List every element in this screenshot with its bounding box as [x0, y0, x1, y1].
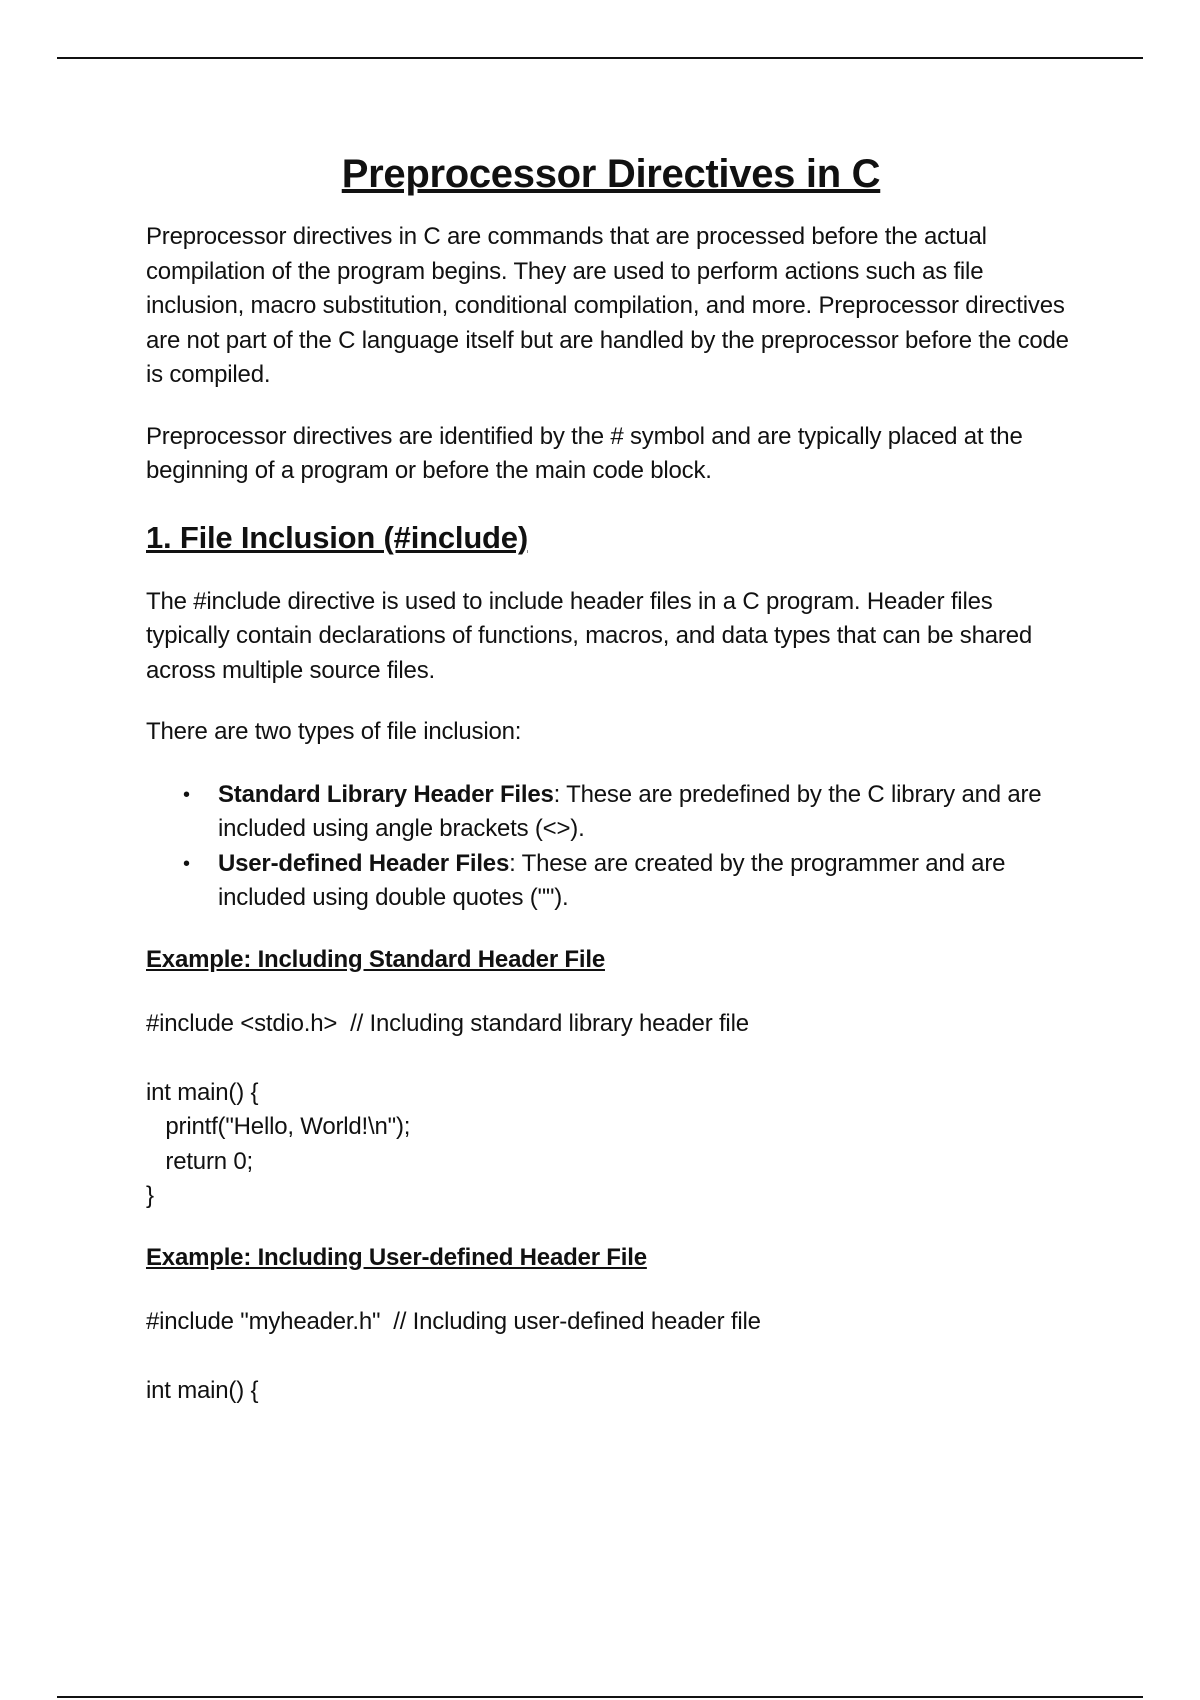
intro-paragraph-1: Preprocessor directives in C are commands that are processed before the actual compilation of the program begins. They are used to perform actions such as file inclusion, macro substitution, conditional compilation, and more. Preprocessor directives are not part of the C language itself but are handled by the preprocessor before the code is compiled.	[146, 223, 1069, 388]
file-inclusion-types-list	[146, 778, 1076, 916]
bullet-icon: •	[183, 783, 190, 806]
list-item-text: : These are created by the programmer and are included using double quotes ("").	[218, 849, 1006, 911]
example-1-heading: Example: Including Standard Header File	[146, 945, 605, 973]
example-1-include-line: #include <stdio.h> // Including standard library header file	[146, 1010, 749, 1037]
list-item-text: : These are predefined by the C library and are included using angle brackets (<>).	[218, 780, 1042, 842]
intro-paragraph-2: Preprocessor directives are identified by the # symbol and are typically placed at the beginning of a program or before the main code block.	[146, 422, 1023, 484]
list-item	[183, 847, 1076, 916]
document-body	[146, 140, 1076, 1408]
code-line: return 0;	[146, 1147, 253, 1175]
list-item-term: User-defined Header Files	[218, 849, 510, 877]
code-line: int main() {	[146, 1376, 259, 1404]
code-line: }	[146, 1182, 154, 1209]
section-heading-file-inclusion: 1. File Inclusion (#include)	[146, 519, 528, 555]
section-1-paragraph-2: There are two types of file inclusion:	[146, 718, 522, 745]
top-rule	[57, 57, 1143, 59]
bottom-rule	[57, 1696, 1143, 1698]
list-item	[183, 778, 1076, 847]
page-title: Preprocessor Directives in C	[341, 152, 881, 196]
example-2-heading: Example: Including User-defined Header File	[146, 1243, 647, 1271]
code-line: printf("Hello, World!\n");	[146, 1113, 411, 1140]
list-item-term: Standard Library Header Files	[218, 780, 554, 808]
section-1-paragraph-1: The #include directive is used to include header files in a C program. Header files typically contain declarations of functions, macros, and data types that can be shared across multiple source files.	[146, 587, 1032, 684]
example-2-include-line: #include "myheader.h" // Including user-defined header file	[146, 1308, 761, 1335]
bullet-icon: •	[183, 852, 190, 875]
code-line: int main() {	[146, 1078, 259, 1106]
